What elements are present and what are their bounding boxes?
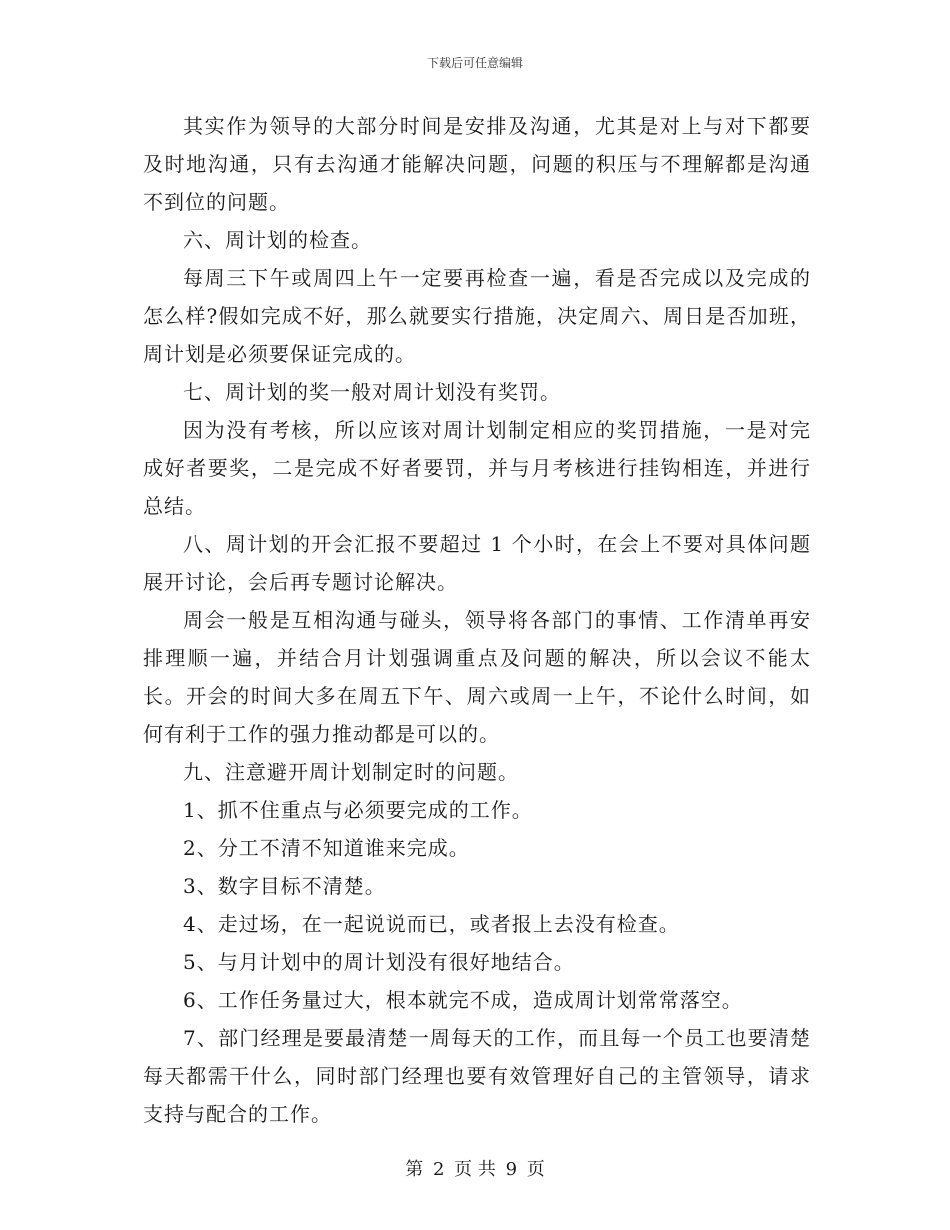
list-item: 3、数字目标不清楚。: [183, 874, 386, 898]
document-body: [143, 107, 811, 1133]
page-footer: [0, 1155, 950, 1181]
total-page-count: 9: [505, 1159, 518, 1180]
list-item: 5、与月计划中的周计划没有很好地结合。: [183, 950, 575, 974]
list-item: 1、抓不住重点与必须要完成的工作。: [183, 798, 533, 822]
footer-prefix: 第: [405, 1159, 424, 1180]
list-item: 2、分工不清不知道谁来完成。: [183, 836, 470, 860]
heading-rewards: 七、周计划的奖一般对周计划没有奖罚。: [183, 380, 561, 404]
list-item: 7、部门经理是要最清楚一周每天的工作，而且每一个员工也要清楚每天都需干什么，同时部门经理也要有效管理好自己的主管领导，请求支持与配合的工作。: [143, 1026, 811, 1126]
heading-avoid-problems: 九、注意避开周计划制定时的问题。: [183, 760, 519, 784]
paragraph-meeting-details: 周会一般是互相沟通与碰头，领导将各部门的事情、工作清单再安排理顺一遍，并结合月计划强调重点及问题的解决，所以会议不能太长。开会的时间大多在周五下午、周六或周一上午，不论什么时间，如何有利于工作的强力推动都是可以的。: [143, 608, 811, 746]
paragraph-communication: 其实作为领导的大部分时间是安排及沟通，尤其是对上与对下都要及时地沟通，只有去沟通才能解决问题，问题的积压与不理解都是沟通不到位的问题。: [143, 114, 811, 214]
list-item: 4、走过场，在一起说说而已，或者报上去没有检查。: [183, 912, 680, 936]
list-item: 6、工作任务量过大，根本就完不成，造成周计划常常落空。: [183, 988, 743, 1012]
paragraph-rewards-details: 因为没有考核，所以应该对周计划制定相应的奖罚措施，一是对完成好者要奖，二是完成不好者要罚，并与月考核进行挂钩相连，并进行总结。: [143, 418, 811, 518]
footer-middle: 页 共: [454, 1159, 496, 1180]
footer-suffix: 页: [526, 1159, 545, 1180]
heading-weekly-plan-check: 六、周计划的检查。: [183, 228, 372, 252]
current-page-number: 2: [432, 1159, 445, 1180]
page-header: 下载后可任意编辑: [426, 56, 523, 70]
paragraph-check-details: 每周三下午或周四上午一定要再检查一遍，看是否完成以及完成的怎么样?假如完成不好，那么就要实行措施，决定周六、周日是否加班，周计划是必须要保证完成的。: [143, 266, 811, 366]
heading-meeting-report: 八、周计划的开会汇报不要超过 1 个小时，在会上不要对具体问题展开讨论，会后再专题讨论解决。: [143, 532, 811, 594]
